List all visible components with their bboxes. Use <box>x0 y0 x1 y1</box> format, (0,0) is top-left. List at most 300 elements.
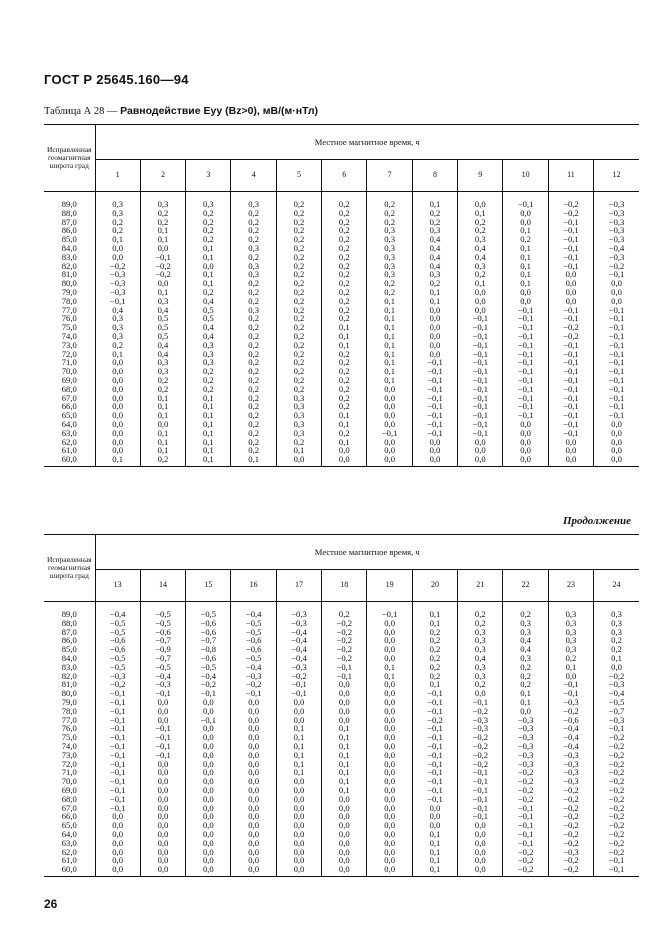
value-cell: −0,1 <box>412 786 457 795</box>
value-cell: −0,1 <box>458 350 503 359</box>
value-cell: 0,1 <box>276 724 321 733</box>
value-cell: −0,1 <box>594 332 639 341</box>
value-cell: −0,2 <box>503 795 548 804</box>
value-cell: 0,1 <box>322 786 367 795</box>
column-span-label: Местное магнитное время, ч <box>95 535 639 570</box>
hour-header: 13 <box>95 570 140 602</box>
latitude-cell: 80,0 <box>44 279 95 288</box>
value-cell: −0,1 <box>548 341 593 350</box>
latitude-cell: 86,0 <box>44 226 95 235</box>
value-cell: 0,2 <box>322 288 367 297</box>
latitude-cell: 62,0 <box>44 438 95 447</box>
value-cell: 0,1 <box>322 733 367 742</box>
value-cell: −0,3 <box>548 751 593 760</box>
value-cell: 0,3 <box>186 341 231 350</box>
value-cell: 0,0 <box>367 716 412 725</box>
value-cell: 0,1 <box>503 262 548 271</box>
value-cell: −0,6 <box>140 628 185 637</box>
value-cell: −0,1 <box>548 394 593 403</box>
value-cell: 0,2 <box>322 192 367 209</box>
value-cell: 0,1 <box>322 411 367 420</box>
value-cell: 0,1 <box>412 856 457 865</box>
value-cell: −0,1 <box>503 350 548 359</box>
value-cell: 0,2 <box>276 253 321 262</box>
value-cell: −0,2 <box>458 742 503 751</box>
value-cell: −0,1 <box>458 385 503 394</box>
latitude-cell: 67,0 <box>44 394 95 403</box>
value-cell: 0,0 <box>140 865 185 876</box>
hour-header: 14 <box>140 570 185 602</box>
latitude-cell: 71,0 <box>44 358 95 367</box>
value-cell: −0,7 <box>140 636 185 645</box>
hour-header: 11 <box>548 160 593 192</box>
value-cell: 0,1 <box>186 411 231 420</box>
value-cell: 0,0 <box>367 446 412 455</box>
value-cell: 0,1 <box>594 654 639 663</box>
value-cell: 0,3 <box>412 226 457 235</box>
value-cell: 0,3 <box>276 429 321 438</box>
value-cell: −0,8 <box>186 645 231 654</box>
value-cell: 0,0 <box>367 724 412 733</box>
data-table-hours-13-24 <box>44 534 639 877</box>
value-cell: 0,2 <box>276 279 321 288</box>
value-cell: 0,2 <box>322 235 367 244</box>
value-cell: −0,3 <box>503 751 548 760</box>
value-cell: −0,1 <box>594 270 639 279</box>
value-cell: −0,2 <box>322 619 367 628</box>
value-cell: 0,0 <box>140 244 185 253</box>
value-cell: 0,1 <box>276 446 321 455</box>
value-cell: 0,3 <box>95 323 140 332</box>
value-cell: −0,1 <box>548 689 593 698</box>
latitude-cell: 77,0 <box>44 306 95 315</box>
document-header: ГОСТ Р 25645.160—94 <box>44 72 189 87</box>
value-cell: 0,1 <box>412 288 457 297</box>
value-cell: 0,0 <box>458 830 503 839</box>
value-cell: 0,4 <box>458 654 503 663</box>
value-cell: 0,0 <box>276 812 321 821</box>
value-cell: 0,0 <box>548 279 593 288</box>
value-cell: 0,0 <box>140 279 185 288</box>
value-cell: 0,3 <box>367 253 412 262</box>
value-cell: −0,1 <box>95 689 140 698</box>
value-cell: 0,0 <box>458 192 503 209</box>
latitude-cell: 74,0 <box>44 332 95 341</box>
value-cell: 0,0 <box>367 786 412 795</box>
value-cell: 0,0 <box>95 429 140 438</box>
value-cell: 0,0 <box>322 680 367 689</box>
value-cell: −0,1 <box>458 812 503 821</box>
value-cell: 0,3 <box>548 602 593 619</box>
value-cell: −0,1 <box>412 358 457 367</box>
value-cell: 0,2 <box>594 645 639 654</box>
value-cell: 0,1 <box>367 367 412 376</box>
value-cell: 0,0 <box>412 455 457 466</box>
value-cell: −0,5 <box>186 663 231 672</box>
table-caption-title: Равнодействие Eyy (Bz>0), мВ/(м·нТл) <box>120 105 319 117</box>
latitude-cell: 82,0 <box>44 262 95 271</box>
value-cell: 0,5 <box>140 314 185 323</box>
value-cell: −0,3 <box>548 760 593 769</box>
latitude-cell: 73,0 <box>44 341 95 350</box>
value-cell: 0,0 <box>367 804 412 813</box>
value-cell: 0,3 <box>231 244 276 253</box>
value-cell: 0,2 <box>276 235 321 244</box>
value-cell: 0,0 <box>367 628 412 637</box>
value-cell: 0,1 <box>367 663 412 672</box>
latitude-cell: 81,0 <box>44 680 95 689</box>
value-cell: 0,0 <box>322 821 367 830</box>
value-cell: −0,1 <box>503 402 548 411</box>
value-cell: −0,2 <box>186 680 231 689</box>
value-cell: 0,1 <box>367 323 412 332</box>
latitude-cell: 66,0 <box>44 402 95 411</box>
value-cell: −0,3 <box>548 777 593 786</box>
value-cell: −0,7 <box>186 636 231 645</box>
value-cell: −0,2 <box>548 830 593 839</box>
value-cell: 0,3 <box>367 226 412 235</box>
value-cell: 0,0 <box>276 830 321 839</box>
value-cell: 0,2 <box>186 235 231 244</box>
value-cell: 0,1 <box>367 358 412 367</box>
value-cell: −0,1 <box>548 429 593 438</box>
value-cell: 0,1 <box>412 602 457 619</box>
value-cell: 0,0 <box>186 856 231 865</box>
column-span-label: Местное магнитное время, ч <box>95 125 639 160</box>
value-cell: 0,0 <box>548 270 593 279</box>
value-cell: −0,2 <box>503 786 548 795</box>
value-cell: 0,4 <box>412 262 457 271</box>
value-cell: −0,1 <box>95 760 140 769</box>
value-cell: 0,1 <box>186 244 231 253</box>
value-cell: −0,2 <box>412 716 457 725</box>
value-cell: 0,1 <box>458 209 503 218</box>
value-cell: 0,2 <box>186 209 231 218</box>
value-cell: −0,2 <box>322 645 367 654</box>
value-cell: 0,0 <box>95 385 140 394</box>
value-cell: −0,2 <box>548 332 593 341</box>
value-cell: 0,2 <box>186 385 231 394</box>
value-cell: 0,2 <box>140 209 185 218</box>
value-cell: 0,0 <box>503 288 548 297</box>
value-cell: 0,2 <box>276 244 321 253</box>
value-cell: −0,2 <box>140 262 185 271</box>
value-cell: 0,1 <box>503 689 548 698</box>
value-cell: −0,1 <box>458 332 503 341</box>
value-cell: 0,2 <box>276 288 321 297</box>
latitude-cell: 66,0 <box>44 812 95 821</box>
value-cell: −0,4 <box>186 672 231 681</box>
value-cell: −0,3 <box>594 209 639 218</box>
value-cell: 0,4 <box>412 253 457 262</box>
value-cell: 0,0 <box>276 698 321 707</box>
value-cell: −0,5 <box>140 663 185 672</box>
value-cell: −0,2 <box>548 795 593 804</box>
value-cell: 0,3 <box>458 663 503 672</box>
value-cell: 0,2 <box>322 244 367 253</box>
value-cell: 0,0 <box>503 455 548 466</box>
value-cell: −0,2 <box>594 821 639 830</box>
hour-header: 8 <box>412 160 457 192</box>
value-cell: 0,0 <box>322 856 367 865</box>
value-cell: 0,4 <box>186 332 231 341</box>
value-cell: 0,0 <box>503 218 548 227</box>
value-cell: 0,0 <box>594 297 639 306</box>
value-cell: 0,0 <box>140 707 185 716</box>
value-cell: −0,3 <box>140 680 185 689</box>
value-cell: −0,1 <box>503 394 548 403</box>
hour-header: 3 <box>186 160 231 192</box>
value-cell: 0,3 <box>231 270 276 279</box>
value-cell: 0,2 <box>276 262 321 271</box>
value-cell: 0,2 <box>231 438 276 447</box>
value-cell: 0,0 <box>322 707 367 716</box>
value-cell: −0,2 <box>548 839 593 848</box>
latitude-cell: 64,0 <box>44 830 95 839</box>
value-cell: −0,6 <box>231 636 276 645</box>
value-cell: 0,0 <box>367 751 412 760</box>
value-cell: −0,3 <box>276 602 321 619</box>
value-cell: 0,0 <box>412 350 457 359</box>
value-cell: 0,3 <box>95 332 140 341</box>
value-cell: −0,1 <box>458 323 503 332</box>
value-cell: 0,2 <box>276 270 321 279</box>
value-cell: −0,2 <box>95 262 140 271</box>
value-cell: −0,3 <box>503 733 548 742</box>
value-cell: 0,0 <box>276 865 321 876</box>
value-cell: 0,0 <box>322 689 367 698</box>
value-cell: 0,0 <box>322 865 367 876</box>
value-cell: 0,2 <box>231 394 276 403</box>
value-cell: 0,2 <box>231 376 276 385</box>
value-cell: −0,1 <box>594 385 639 394</box>
value-cell: −0,2 <box>548 804 593 813</box>
value-cell: 0,2 <box>322 306 367 315</box>
value-cell: 0,0 <box>367 394 412 403</box>
value-cell: 0,3 <box>548 628 593 637</box>
value-cell: 0,2 <box>231 429 276 438</box>
value-cell: 0,5 <box>140 323 185 332</box>
value-cell: 0,0 <box>140 716 185 725</box>
value-cell: 0,0 <box>95 367 140 376</box>
latitude-cell: 89,0 <box>44 602 95 619</box>
value-cell: 0,0 <box>503 209 548 218</box>
value-cell: 0,2 <box>276 385 321 394</box>
value-cell: 0,2 <box>95 341 140 350</box>
value-cell: 0,0 <box>367 385 412 394</box>
value-cell: −0,2 <box>276 672 321 681</box>
latitude-cell: 77,0 <box>44 716 95 725</box>
value-cell: −0,1 <box>503 839 548 848</box>
value-cell: 0,0 <box>231 751 276 760</box>
value-cell: 0,0 <box>412 306 457 315</box>
value-cell: −0,1 <box>412 795 457 804</box>
value-cell: 0,0 <box>140 777 185 786</box>
value-cell: −0,5 <box>95 628 140 637</box>
value-cell: 0,0 <box>186 742 231 751</box>
value-cell: −0,1 <box>503 376 548 385</box>
value-cell: 0,3 <box>458 645 503 654</box>
latitude-cell: 68,0 <box>44 795 95 804</box>
value-cell: 0,0 <box>231 698 276 707</box>
value-cell: 0,0 <box>322 830 367 839</box>
value-cell: 0,1 <box>503 270 548 279</box>
value-cell: −0,1 <box>594 323 639 332</box>
value-cell: 0,3 <box>276 394 321 403</box>
value-cell: 0,0 <box>367 636 412 645</box>
value-cell: 0,1 <box>322 420 367 429</box>
value-cell: 0,0 <box>322 812 367 821</box>
value-cell: 0,0 <box>594 455 639 466</box>
value-cell: −0,3 <box>95 288 140 297</box>
value-cell: −0,1 <box>458 341 503 350</box>
value-cell: −0,5 <box>231 628 276 637</box>
value-cell: 0,0 <box>231 821 276 830</box>
value-cell: 0,2 <box>367 209 412 218</box>
value-cell: −0,1 <box>186 689 231 698</box>
value-cell: −0,1 <box>458 786 503 795</box>
value-cell: 0,0 <box>186 786 231 795</box>
value-cell: 0,1 <box>412 680 457 689</box>
value-cell: −0,3 <box>594 253 639 262</box>
value-cell: 0,1 <box>322 751 367 760</box>
value-cell: 0,1 <box>140 446 185 455</box>
value-cell: 0,0 <box>95 839 140 848</box>
value-cell: 0,3 <box>458 235 503 244</box>
latitude-cell: 78,0 <box>44 297 95 306</box>
value-cell: 0,2 <box>231 411 276 420</box>
value-cell: 0,2 <box>322 385 367 394</box>
value-cell: −0,1 <box>276 689 321 698</box>
value-cell: −0,1 <box>412 689 457 698</box>
table-row <box>44 192 639 209</box>
value-cell: −0,1 <box>95 795 140 804</box>
value-cell: 0,0 <box>594 663 639 672</box>
value-cell: −0,1 <box>95 733 140 742</box>
value-cell: 0,0 <box>367 856 412 865</box>
value-cell: 0,1 <box>367 672 412 681</box>
value-cell: −0,1 <box>322 663 367 672</box>
value-cell: 0,1 <box>186 279 231 288</box>
value-cell: 0,1 <box>276 768 321 777</box>
value-cell: 0,1 <box>186 420 231 429</box>
value-cell: 0,1 <box>412 848 457 857</box>
value-cell: 0,2 <box>503 235 548 244</box>
table-row <box>44 865 639 876</box>
value-cell: 0,1 <box>140 226 185 235</box>
value-cell: −0,2 <box>548 707 593 716</box>
value-cell: 0,0 <box>322 804 367 813</box>
value-cell: 0,2 <box>276 209 321 218</box>
value-cell: −0,2 <box>503 768 548 777</box>
value-cell: 0,2 <box>231 218 276 227</box>
value-cell: 0,3 <box>231 306 276 315</box>
value-cell: −0,1 <box>458 358 503 367</box>
value-cell: 0,0 <box>140 786 185 795</box>
continuation-label: Продолжение <box>562 515 631 527</box>
value-cell: 0,3 <box>594 619 639 628</box>
value-cell: 0,0 <box>594 446 639 455</box>
value-cell: −0,3 <box>276 619 321 628</box>
value-cell: 0,0 <box>367 768 412 777</box>
value-cell: 0,0 <box>276 777 321 786</box>
value-cell: 0,0 <box>458 306 503 315</box>
value-cell: 0,3 <box>231 262 276 271</box>
value-cell: 0,0 <box>276 821 321 830</box>
value-cell: 0,0 <box>412 446 457 455</box>
value-cell: −0,1 <box>548 306 593 315</box>
value-cell: −0,3 <box>95 672 140 681</box>
hour-header: 9 <box>458 160 503 192</box>
value-cell: −0,1 <box>140 742 185 751</box>
value-cell: 0,0 <box>367 654 412 663</box>
latitude-cell: 87,0 <box>44 628 95 637</box>
value-cell: −0,1 <box>412 411 457 420</box>
value-cell: 0,0 <box>367 645 412 654</box>
value-cell: −0,1 <box>367 429 412 438</box>
value-cell: 0,1 <box>503 253 548 262</box>
value-cell: −0,1 <box>548 411 593 420</box>
value-cell: 0,1 <box>276 760 321 769</box>
value-cell: 0,2 <box>186 288 231 297</box>
value-cell: −0,3 <box>458 724 503 733</box>
value-cell: 0,2 <box>276 358 321 367</box>
value-cell: 0,1 <box>367 350 412 359</box>
value-cell: 0,2 <box>322 226 367 235</box>
value-cell: 0,2 <box>367 192 412 209</box>
value-cell: −0,2 <box>322 654 367 663</box>
latitude-cell: 60,0 <box>44 455 95 466</box>
value-cell: 0,0 <box>458 446 503 455</box>
value-cell: −0,1 <box>458 420 503 429</box>
latitude-cell: 61,0 <box>44 856 95 865</box>
value-cell: −0,1 <box>458 698 503 707</box>
value-cell: 0,3 <box>458 672 503 681</box>
value-cell: 0,2 <box>276 306 321 315</box>
value-cell: 0,0 <box>186 698 231 707</box>
value-cell: −0,5 <box>95 663 140 672</box>
value-cell: 0,0 <box>322 795 367 804</box>
value-cell: 0,1 <box>186 253 231 262</box>
value-cell: 0,1 <box>322 341 367 350</box>
value-cell: −0,1 <box>594 376 639 385</box>
value-cell: −0,1 <box>412 707 457 716</box>
latitude-cell: 84,0 <box>44 654 95 663</box>
value-cell: −0,2 <box>594 848 639 857</box>
table-caption <box>44 105 318 117</box>
value-cell: −0,1 <box>548 680 593 689</box>
value-cell: −0,3 <box>548 768 593 777</box>
value-cell: 0,2 <box>458 218 503 227</box>
value-cell: 0,2 <box>276 297 321 306</box>
hour-header: 12 <box>594 160 639 192</box>
value-cell: −0,2 <box>594 795 639 804</box>
value-cell: 0,0 <box>548 455 593 466</box>
hour-header: 16 <box>231 570 276 602</box>
value-cell: −0,2 <box>548 865 593 876</box>
value-cell: 0,2 <box>322 429 367 438</box>
value-cell: 0,1 <box>322 768 367 777</box>
table-row <box>44 602 639 619</box>
value-cell: −0,2 <box>548 821 593 830</box>
hour-header: 4 <box>231 160 276 192</box>
value-cell: 0,3 <box>548 636 593 645</box>
latitude-cell: 88,0 <box>44 619 95 628</box>
value-cell: 0,1 <box>412 839 457 848</box>
value-cell: 0,1 <box>322 760 367 769</box>
value-cell: −0,3 <box>594 235 639 244</box>
value-cell: 0,2 <box>412 218 457 227</box>
